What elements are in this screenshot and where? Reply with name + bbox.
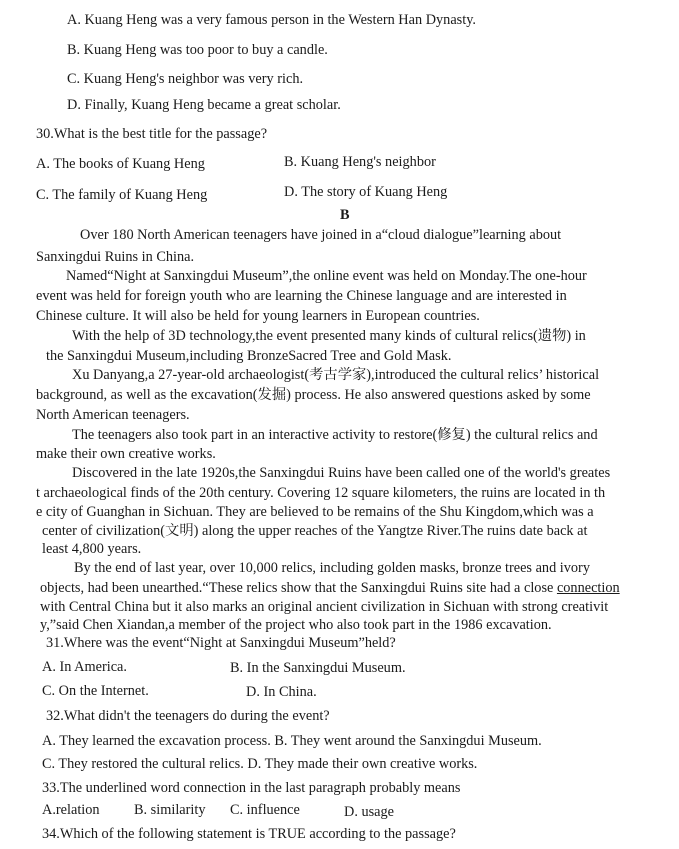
q33-option-a: A.relation <box>42 802 100 818</box>
q30-stem: 30.What is the best title for the passage? <box>36 126 268 142</box>
q33-option-c: C. influence <box>230 802 300 818</box>
q30-option-b: B. Kuang Heng's neighbor <box>284 154 436 170</box>
passage-p5-line2: make their own creative works. <box>36 446 216 462</box>
q32-stem: 32.What didn't the teenagers do during the event? <box>46 708 330 724</box>
passage-p4-line3: North American teenagers. <box>36 407 190 423</box>
passage-p7-line3: with Central China but it also marks an original ancient civilization in Sichuan with strong creativit <box>40 599 609 615</box>
passage-p2-line1: Named“Night at Sanxingdui Museum”,the online event was held on Monday.The one-hour <box>66 268 587 284</box>
q29-option-a: A. Kuang Heng was a very famous person in the Western Han Dynasty. <box>67 12 476 28</box>
q29-option-b: B. Kuang Heng was too poor to buy a candle. <box>67 42 328 58</box>
passage-p7-line1: By the end of last year, over 10,000 relics, including golden masks, bronze trees and ivory <box>74 560 590 576</box>
passage-p6-line3: e city of Guanghan in Sichuan. They are believed to be remains of the Shu Kingdom,which was a <box>36 504 594 520</box>
q29-option-d: D. Finally, Kuang Heng became a great scholar. <box>67 97 341 113</box>
passage-p7-line4: y,”said Chen Xiandan,a member of the project who also took part in the 1986 excavation. <box>40 617 552 633</box>
passage-p4-line1: Xu Danyang,a 27-year-old archaeologist(考古学家),introduced the cultural relics’ historical <box>72 367 600 383</box>
q30-option-c: C. The family of Kuang Heng <box>36 187 208 203</box>
q31-option-a: A. In America. <box>42 659 127 675</box>
passage-p7-line2-text: objects, had been unearthed.“These relics show that the Sanxingdui Ruins site had a close <box>40 580 554 596</box>
passage-p2-line2: event was held for foreign youth who are learning the Chinese language and are interested in <box>36 288 567 304</box>
q32-options-line2: C. They restored the cultural relics. D. They made their own creative works. <box>42 756 478 772</box>
q29-option-c: C. Kuang Heng's neighbor was very rich. <box>67 71 304 87</box>
q33-option-d: D. usage <box>344 804 395 820</box>
q31-stem: 31.Where was the event“Night at Sanxingdui Museum”held? <box>46 635 396 651</box>
section-label: B <box>340 207 350 223</box>
passage-p6-line4: center of civilization(文明) along the upper reaches of the Yangtze River.The ruins date back at <box>42 523 588 539</box>
q32-options-line1: A. They learned the excavation process. B. They went around the Sanxingdui Museum. <box>42 733 542 749</box>
underlined-word-connection: connection <box>556 580 620 596</box>
q34-stem: 34.Which of the following statement is TRUE according to the passage? <box>42 826 456 842</box>
passage-p6-line5: least 4,800 years. <box>42 541 142 557</box>
q30-option-a: A. The books of Kuang Heng <box>36 156 205 172</box>
q31-option-d: D. In China. <box>246 684 317 700</box>
q33-stem: 33.The underlined word connection in the last paragraph probably means <box>42 780 461 796</box>
passage-p3-line2: the Sanxingdui Museum,including BronzeSacred Tree and Gold Mask. <box>46 348 452 364</box>
passage-p1-line1: Over 180 North American teenagers have joined in a“cloud dialogue”learning about <box>80 227 562 243</box>
passage-p5-line1: The teenagers also took part in an interactive activity to restore(修复) the cultural relics and <box>72 427 598 443</box>
passage-p3-line1: With the help of 3D technology,the event presented many kinds of cultural relics(遗物) in <box>72 328 586 344</box>
passage-p7-line2 <box>40 580 620 598</box>
q31-option-b: B. In the Sanxingdui Museum. <box>230 660 406 676</box>
q30-option-d: D. The story of Kuang Heng <box>284 184 448 200</box>
q31-option-c: C. On the Internet. <box>42 683 149 699</box>
passage-p1-line2: Sanxingdui Ruins in China. <box>36 249 195 265</box>
passage-p4-line2: background, as well as the excavation(发掘) process. He also answered questions asked by some <box>36 387 591 403</box>
passage-p6-line1: Discovered in the late 1920s,the Sanxingdui Ruins have been called one of the world's greates <box>72 465 611 481</box>
q33-option-b: B. similarity <box>134 802 206 818</box>
passage-p2-line3: Chinese culture. It will also be held for young learners in European countries. <box>36 308 480 324</box>
passage-p6-line2: t archaeological finds of the 20th century. Covering 12 square kilometers, the ruins are located in th <box>36 485 606 501</box>
